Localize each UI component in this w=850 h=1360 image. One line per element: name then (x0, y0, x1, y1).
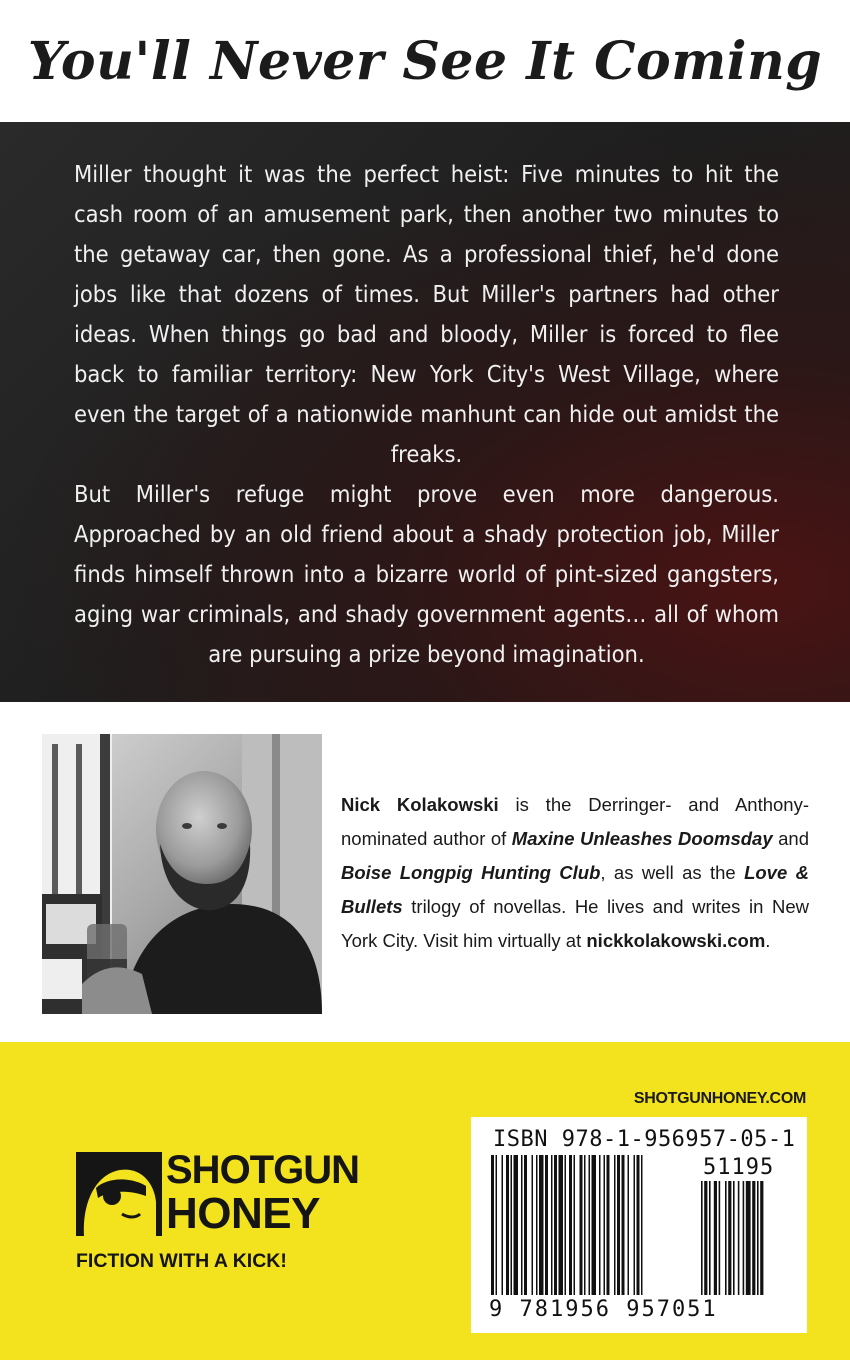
book-title-3: Love & Bullets (341, 862, 809, 917)
logo-word-honey: HONEY (166, 1189, 320, 1238)
author-name: Nick Kolakowski (341, 794, 499, 815)
publisher-footer (0, 1042, 850, 1360)
tagline-banner (0, 0, 850, 122)
blurb-paragraph-2: But Miller's refuge might prove even more dangerous. Approached by an old friend about a shady protection job, Miller finds himself thrown into a bizarre world of pint-sized gangsters, aging war criminals, and shady government agents… all of whom are pursuing a prize beyond imagination. (74, 480, 779, 668)
book-title-2: Boise Longpig Hunting Club (341, 862, 601, 883)
bio-text-end: . (765, 930, 771, 951)
bio-text-1: is the Derringer- and Anthony-nominated author of (341, 794, 809, 849)
author-website: nickkolakowski.com (586, 930, 766, 951)
author-section (0, 702, 850, 1042)
bio-text-and: and (772, 828, 809, 849)
blurb-text (74, 154, 779, 674)
publisher-logo (76, 1148, 376, 1277)
barcode-bars (489, 1155, 789, 1295)
blurb-paragraph-1: Miller thought it was the perfect heist: Five minutes to hit the cash room of an amusement park, then another two minutes to the getaway car, then gone. As a professional thief, he'd done jobs like that dozens of times. But Miller's partners had other ideas. When things go bad and bloody, Miller is forced to flee back to familiar territory: New York City's West Village, where even the target of a nationwide manhunt can hide out amidst the freaks. (74, 160, 779, 468)
bio-text-2: , as well as the (600, 862, 745, 883)
price-code: 51195 (703, 1155, 775, 1180)
tagline: You'll Never See It Coming (27, 30, 823, 92)
logo-word-shotgun: SHOTGUN (166, 1148, 359, 1192)
author-photo (42, 734, 322, 1014)
isbn-barcode (471, 1117, 807, 1333)
book-title-1: Maxine Unleashes Doomsday (511, 828, 773, 849)
author-bio (341, 788, 809, 958)
barcode-digits: 9 781956 957051 (489, 1297, 718, 1322)
logo-tagline: FICTION WITH A KICK! (76, 1250, 287, 1272)
woman-silhouette-icon (76, 1152, 162, 1236)
publisher-url: SHOTGUNHONEY.COM (633, 1090, 806, 1107)
bio-text-3: trilogy of novellas. He lives and writes in New York City. Visit him virtually at (341, 896, 809, 951)
blurb-section (0, 122, 850, 702)
author-photo-illustration (42, 734, 322, 1014)
isbn-number: ISBN 978-1-956957-05-1 (493, 1127, 796, 1152)
